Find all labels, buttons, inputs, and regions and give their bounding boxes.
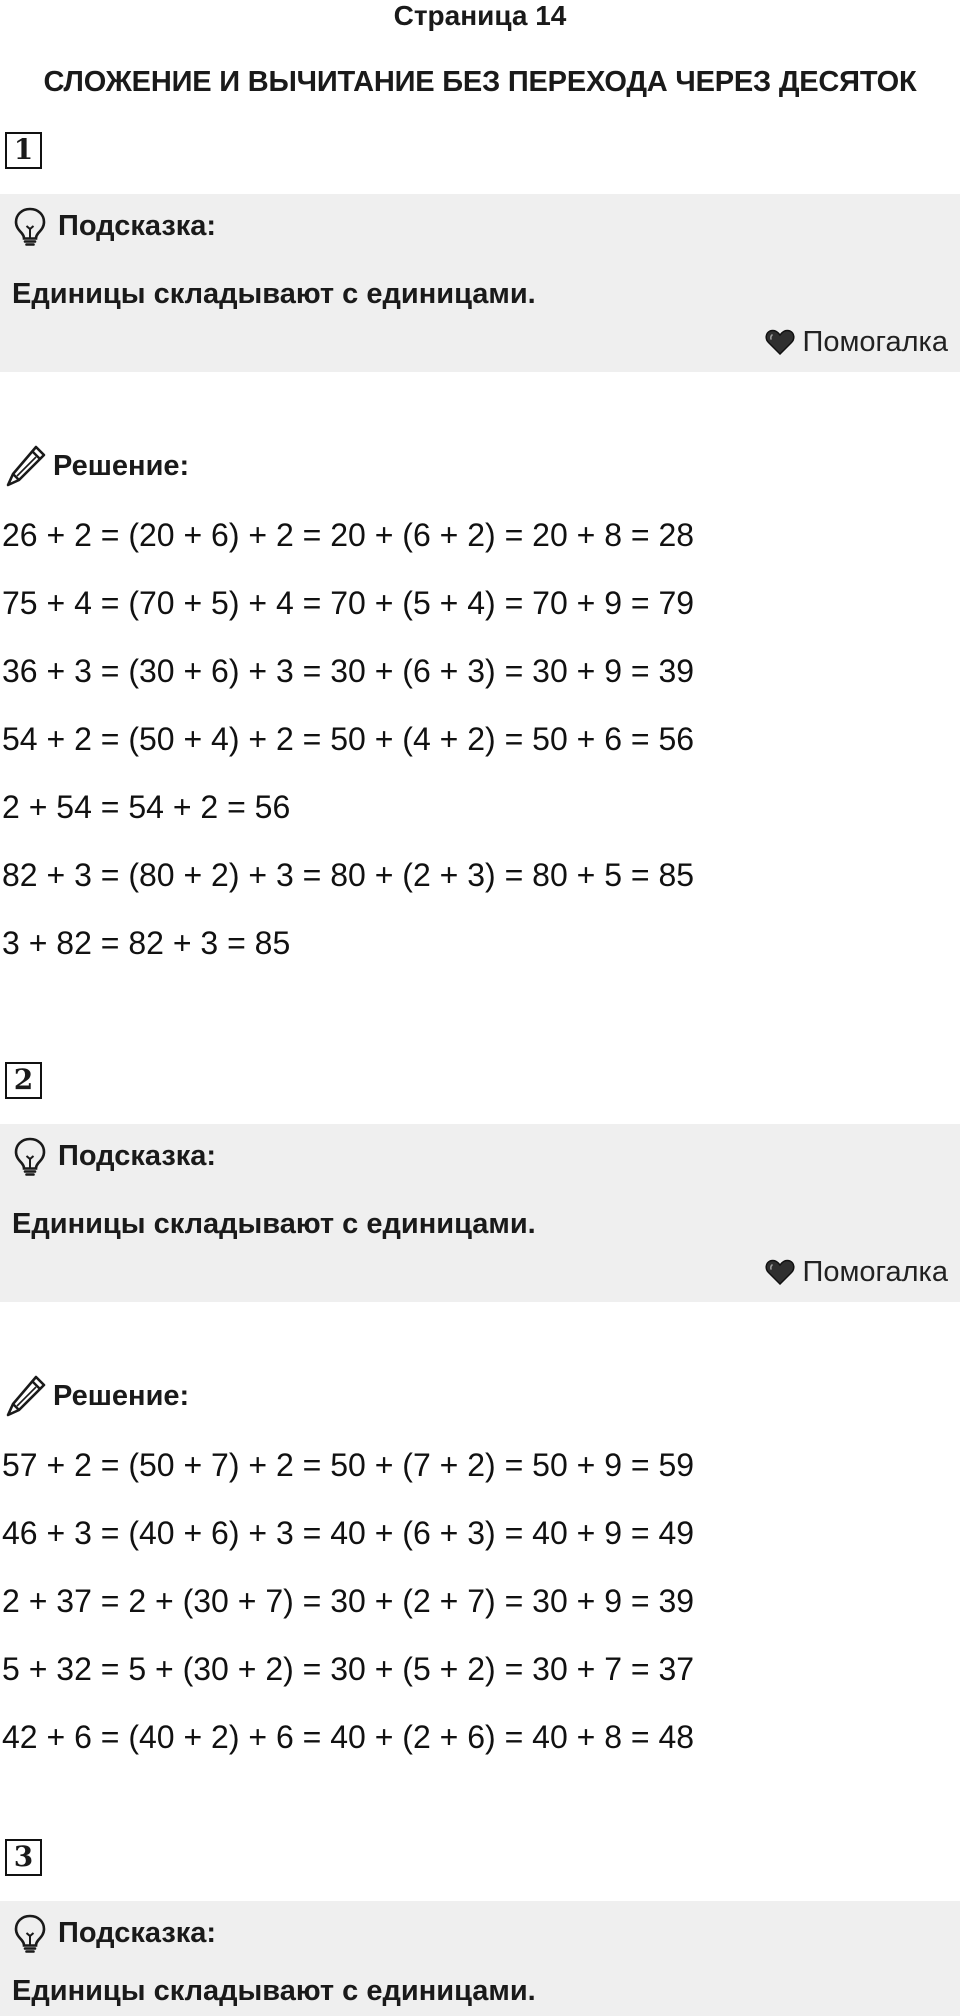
solution-line: 54 + 2 = (50 + 4) + 2 = 50 + (4 + 2) = 50 + 6 = 56 xyxy=(2,721,695,757)
task-2-number: 2 xyxy=(5,1062,42,1099)
hint-title: Подсказка: xyxy=(58,1140,217,1172)
pencil-icon xyxy=(5,1374,47,1418)
task-1-solution-header xyxy=(5,444,189,488)
solution-title: Решение: xyxy=(53,1380,190,1412)
solution-line: 3 + 82 = 82 + 3 = 85 xyxy=(2,925,291,961)
task-3-number: 3 xyxy=(5,1839,42,1876)
lightbulb-icon xyxy=(12,206,48,246)
task-1-number: 1 xyxy=(5,132,42,169)
solution-line: 42 + 6 = (40 + 2) + 6 = 40 + (2 + 6) = 40 + 8 = 48 xyxy=(2,1719,695,1755)
solution-line: 75 + 4 = (70 + 5) + 4 = 70 + (5 + 4) = 70 + 9 = 79 xyxy=(2,585,695,621)
solution-line: 26 + 2 = (20 + 6) + 2 = 20 + (6 + 2) = 20 + 8 = 28 xyxy=(2,517,695,553)
heart-icon xyxy=(765,329,795,355)
lightbulb-icon xyxy=(12,1913,48,1953)
solution-line: 2 + 37 = 2 + (30 + 7) = 30 + (2 + 7) = 30 + 9 = 39 xyxy=(2,1583,695,1619)
task-2-hint xyxy=(0,1124,960,1302)
hint-text: Единицы складывают с единицами. xyxy=(12,1208,536,1240)
task-1-hint xyxy=(0,194,960,372)
lightbulb-icon xyxy=(12,1136,48,1176)
hint-title: Подсказка: xyxy=(58,1917,217,1949)
solution-line: 82 + 3 = (80 + 2) + 3 = 80 + (2 + 3) = 80 + 5 = 85 xyxy=(2,857,695,893)
solution-line: 57 + 2 = (50 + 7) + 2 = 50 + (7 + 2) = 50 + 9 = 59 xyxy=(2,1447,695,1483)
pencil-icon xyxy=(5,444,47,488)
hint-title: Подсказка: xyxy=(58,210,217,242)
task-2-solution-header xyxy=(5,1374,189,1418)
page-title: СЛОЖЕНИЕ И ВЫЧИТАНИЕ БЕЗ ПЕРЕХОДА ЧЕРЕЗ ДЕСЯТОК xyxy=(43,66,917,98)
solution-line: 2 + 54 = 54 + 2 = 56 xyxy=(2,789,291,825)
credit-label: Помогалка xyxy=(802,326,948,358)
solution-line: 5 + 32 = 5 + (30 + 2) = 30 + (5 + 2) = 30 + 7 = 37 xyxy=(2,1651,695,1687)
heart-icon xyxy=(765,1259,795,1285)
solution-line: 36 + 3 = (30 + 6) + 3 = 30 + (6 + 3) = 30 + 9 = 39 xyxy=(2,653,695,689)
task-3-hint xyxy=(0,1901,960,2016)
credit-label: Помогалка xyxy=(802,1256,948,1288)
solution-line: 46 + 3 = (40 + 6) + 3 = 40 + (6 + 3) = 40 + 9 = 49 xyxy=(2,1515,695,1551)
solution-title: Решение: xyxy=(53,450,190,482)
hint-text: Единицы складывают с единицами. xyxy=(12,278,536,310)
page-number: Страница 14 xyxy=(393,0,567,31)
hint-text: Единицы складывают с единицами. xyxy=(12,1975,536,2007)
